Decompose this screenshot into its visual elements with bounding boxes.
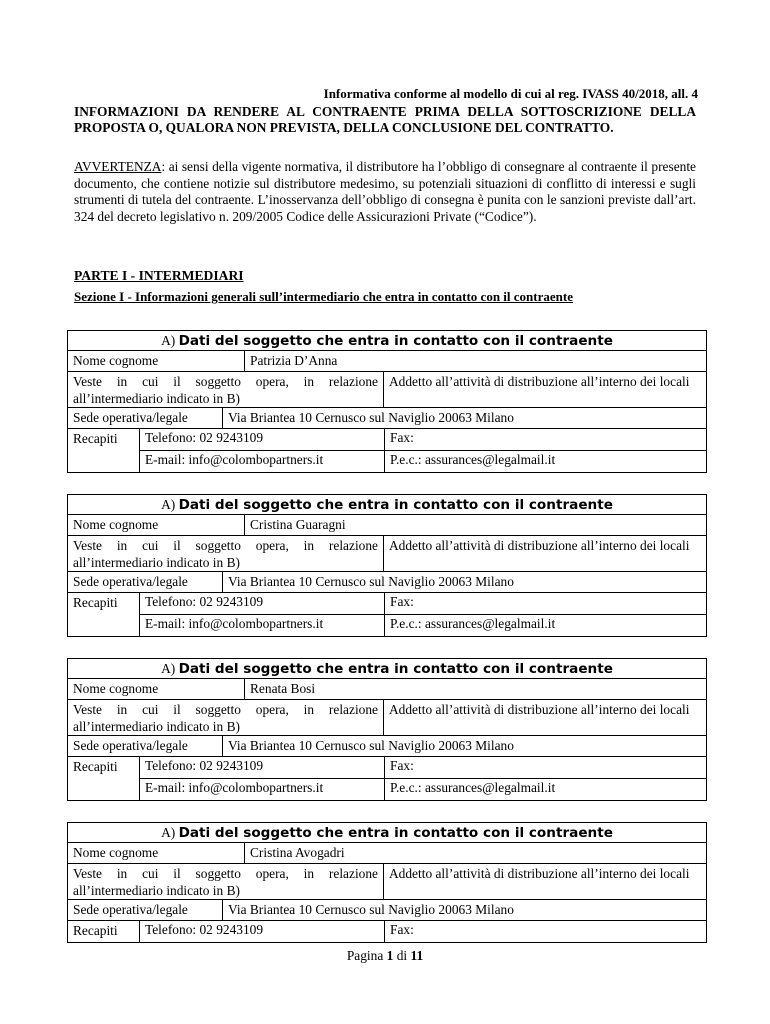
office-row — [68, 900, 706, 921]
office-label: Sede operativa/legale — [68, 572, 223, 592]
office-label: Sede operativa/legale — [68, 408, 223, 428]
page-label: Pagina — [346, 948, 384, 963]
role-value: Addetto all’attività di distribuzione all’interno dei locali — [389, 538, 690, 553]
name-row — [68, 515, 706, 536]
contacts-label: Recapiti — [68, 757, 140, 800]
phone-value: Telefono: 02 9243109 — [140, 593, 385, 614]
contacts-row — [68, 593, 706, 636]
person-box-4 — [67, 822, 707, 943]
pec-value: P.e.c.: assurances@legalmail.it — [390, 780, 556, 795]
page-total: 11 — [410, 948, 424, 963]
office-row — [68, 736, 706, 757]
name-label: Nome cognome — [68, 679, 245, 699]
fax-value: Fax: — [390, 922, 414, 937]
name-label: Nome cognome — [68, 515, 245, 535]
pec-value: P.e.c.: assurances@legalmail.it — [390, 452, 556, 467]
role-row — [68, 536, 706, 572]
fax-value: Fax: — [390, 758, 414, 773]
role-label: Veste in cui il soggetto opera, in relazione all’intermediario indicato in B) — [68, 700, 384, 735]
box-header: A) Dati del soggetto che entra in contatto con il contraente — [68, 331, 706, 351]
name-value: Patrizia D’Anna — [250, 353, 338, 368]
contacts-label: Recapiti — [68, 429, 140, 472]
section-title: Sezione I - Informazioni generali sull’intermediario che entra in contatto con il contraente — [74, 289, 573, 304]
email-value: E-mail: info@colombopartners.it — [140, 779, 385, 800]
warning-paragraph — [74, 159, 696, 225]
email-value: E-mail: info@colombopartners.it — [140, 615, 385, 636]
pec-value: P.e.c.: assurances@legalmail.it — [390, 616, 556, 631]
office-label: Sede operativa/legale — [68, 900, 223, 920]
contacts-row — [68, 429, 706, 472]
name-label: Nome cognome — [68, 351, 245, 371]
person-box-3 — [67, 658, 707, 801]
contacts-row — [68, 921, 706, 942]
part-title: PARTE I - INTERMEDIARI — [74, 268, 244, 283]
office-label: Sede operativa/legale — [68, 736, 223, 756]
regulation-reference: Informativa conforme al modello di cui al reg. IVASS 40/2018, all. 4 — [323, 86, 698, 101]
office-row — [68, 572, 706, 593]
email-value: E-mail: info@colombopartners.it — [140, 451, 385, 472]
name-row — [68, 351, 706, 372]
fax-value: Fax: — [390, 594, 414, 609]
name-row — [68, 843, 706, 864]
name-row — [68, 679, 706, 700]
role-value: Addetto all’attività di distribuzione all’interno dei locali — [389, 702, 690, 717]
box-header: A) Dati del soggetto che entra in contatto con il contraente — [68, 823, 706, 843]
role-label: Veste in cui il soggetto opera, in relazione all’intermediario indicato in B) — [68, 536, 384, 571]
contacts-row — [68, 757, 706, 800]
office-value: Via Briantea 10 Cernusco sul Naviglio 20063 Milano — [228, 410, 514, 425]
person-box-1 — [67, 330, 707, 473]
office-value: Via Briantea 10 Cernusco sul Naviglio 20063 Milano — [228, 738, 514, 753]
name-value: Cristina Avogadri — [250, 845, 345, 860]
contacts-label: Recapiti — [68, 921, 140, 942]
role-label: Veste in cui il soggetto opera, in relazione all’intermediario indicato in B) — [68, 372, 384, 407]
warning-text: : ai sensi della vigente normativa, il distributore ha l’obbligo di consegnare al contraente il presente documento, che contiene notizie sul distributore medesimo, su potenziali situazioni di conflitto di interessi e sugli strumenti di tutela del contraente. L’inosservanza dell’obbligo di consegna è punita con le sanzioni previste dall’art. 324 del decreto legislativo n. 209/2005 Codice delle Assicurazioni Private (“Codice”). — [74, 159, 696, 224]
office-value: Via Briantea 10 Cernusco sul Naviglio 20063 Milano — [228, 902, 514, 917]
fax-value: Fax: — [390, 430, 414, 445]
office-value: Via Briantea 10 Cernusco sul Naviglio 20063 Milano — [228, 574, 514, 589]
name-value: Renata Bosi — [250, 681, 316, 696]
person-box-2 — [67, 494, 707, 637]
page-current: 1 — [386, 948, 394, 963]
office-row — [68, 408, 706, 429]
document-title: INFORMAZIONI DA RENDERE AL CONTRAENTE PRIMA DELLA SOTTOSCRIZIONE DELLA PROPOSTA O, QUALORA NON PREVISTA, DELLA CONCLUSIONE DEL CONTRATTO. — [74, 104, 696, 135]
box-header: A) Dati del soggetto che entra in contatto con il contraente — [68, 659, 706, 679]
phone-value: Telefono: 02 9243109 — [140, 921, 385, 942]
role-row — [68, 372, 706, 408]
phone-value: Telefono: 02 9243109 — [140, 429, 385, 450]
role-row — [68, 864, 706, 900]
role-label: Veste in cui il soggetto opera, in relazione all’intermediario indicato in B) — [68, 864, 384, 899]
page-footer — [0, 948, 770, 964]
role-row — [68, 700, 706, 736]
name-label: Nome cognome — [68, 843, 245, 863]
warning-label: AVVERTENZA — [74, 159, 162, 174]
phone-value: Telefono: 02 9243109 — [140, 757, 385, 778]
contacts-label: Recapiti — [68, 593, 140, 636]
role-value: Addetto all’attività di distribuzione all’interno dei locali — [389, 866, 690, 881]
of-label: di — [396, 948, 408, 963]
role-value: Addetto all’attività di distribuzione all’interno dei locali — [389, 374, 690, 389]
box-header: A) Dati del soggetto che entra in contatto con il contraente — [68, 495, 706, 515]
name-value: Cristina Guaragni — [250, 517, 346, 532]
